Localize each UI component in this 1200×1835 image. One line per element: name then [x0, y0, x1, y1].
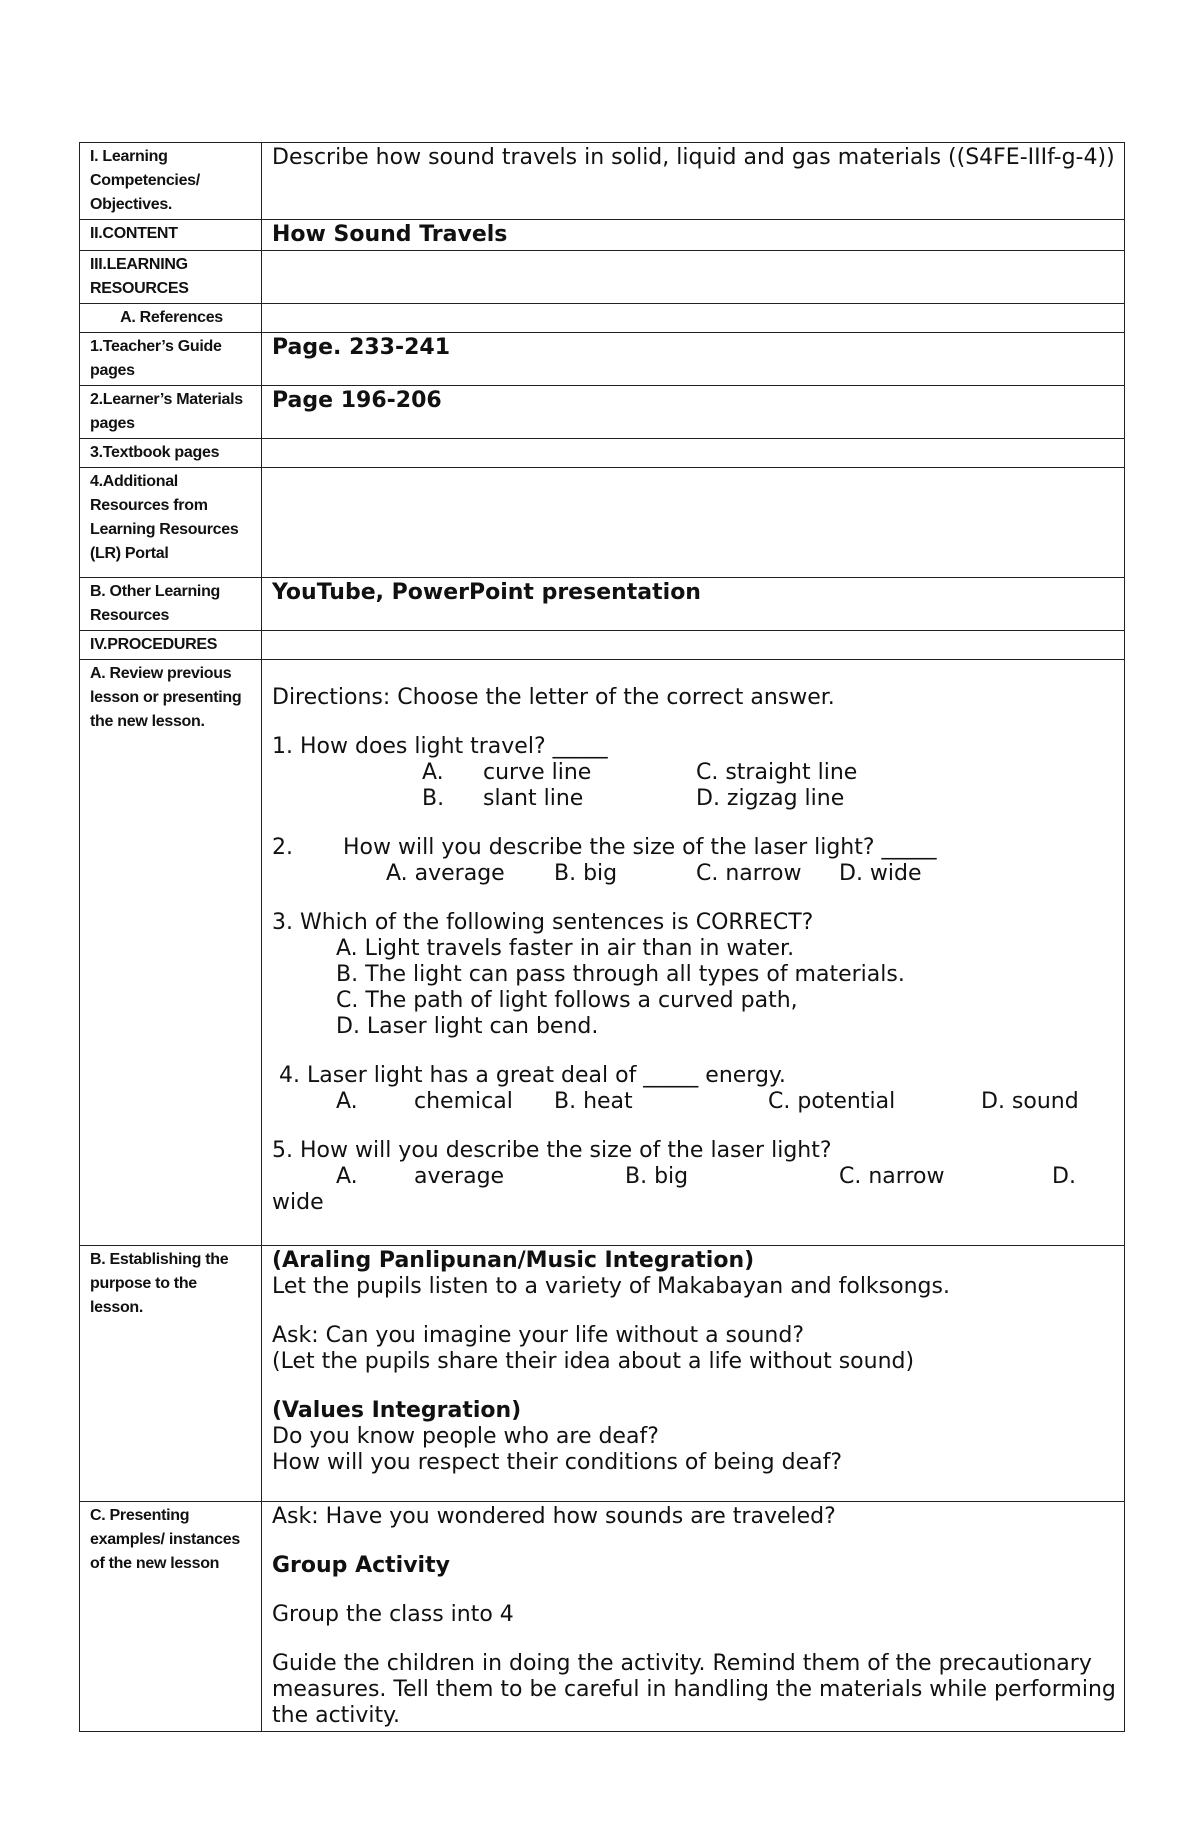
other-resources-value: YouTube, PowerPoint presentation	[262, 578, 1125, 631]
question-2-options	[272, 861, 1116, 887]
q5-option-b: B. big	[625, 1164, 689, 1189]
q5-option-d-wrap: wide	[272, 1190, 324, 1215]
textbook-label: 3.Textbook pages	[80, 439, 262, 468]
objectives-label: I. Learning Competencies/ Objectives.	[80, 143, 262, 220]
other-resources-label: B. Other Learning Resources	[80, 578, 262, 631]
teacher-guide-label: 1.Teacher’s Guide pages	[80, 333, 262, 386]
learner-materials-row	[80, 386, 1125, 439]
q5-option-d: D.	[1052, 1164, 1076, 1189]
q1-option-a-letter: A.	[422, 760, 444, 785]
establishing-ask-note: (Let the pupils share their idea about a life without sound)	[272, 1349, 915, 1374]
procedures-row	[80, 631, 1125, 660]
teacher-guide-row	[80, 333, 1125, 386]
additional-resources-row	[80, 468, 1125, 578]
q2-option-d: D. wide	[839, 861, 922, 886]
integration-heading-1: (Araling Panlipunan/Music Integration)	[272, 1248, 755, 1273]
learner-materials-label: 2.Learner’s Materials pages	[80, 386, 262, 439]
q5-option-c: C. narrow	[839, 1164, 945, 1189]
q2-option-c: C. narrow	[696, 861, 802, 886]
establishing-value	[262, 1246, 1125, 1502]
q2-number: 2.	[272, 835, 293, 860]
presenting-row	[80, 1502, 1125, 1732]
q5-option-a-text: average	[414, 1164, 505, 1189]
establishing-ask: Ask: Can you imagine your life without a sound?	[272, 1323, 805, 1348]
q2-option-a: A. average	[386, 861, 505, 886]
question-5: 5. How will you describe the size of the laser light?	[272, 1138, 832, 1163]
group-activity-heading: Group Activity	[272, 1553, 450, 1578]
textbook-row	[80, 439, 1125, 468]
content-row	[80, 220, 1125, 251]
q4-option-b: B. heat	[554, 1089, 633, 1114]
guide-paragraph: Guide the children in doing the activity. Remind them of the precautionary measures. Tell them to be careful in handling the materials while performing the activity.	[272, 1651, 1116, 1728]
objectives-row	[80, 143, 1125, 220]
values-line-1: Do you know people who are deaf?	[272, 1424, 659, 1449]
review-value	[262, 660, 1125, 1246]
objectives-value: Describe how sound travels in solid, liquid and gas materials ((S4FE-IIIf-g-4))	[262, 143, 1125, 220]
q3-option-c: C. The path of light follows a curved path,	[336, 988, 798, 1013]
question-1-options-row-1	[272, 760, 1116, 786]
review-row	[80, 660, 1125, 1246]
q3-option-a: A. Light travels faster in air than in water.	[336, 936, 795, 961]
directions-text: Directions: Choose the letter of the correct answer.	[272, 685, 835, 710]
other-resources-row	[80, 578, 1125, 631]
q1-option-c: C. straight line	[696, 760, 858, 785]
q1-option-a-text: curve line	[483, 760, 592, 785]
q4-option-a-letter: A.	[336, 1089, 358, 1114]
q4-option-c: C. potential	[768, 1089, 896, 1114]
question-3: 3. Which of the following sentences is CORRECT?	[272, 910, 814, 935]
content-label: II.CONTENT	[80, 220, 262, 251]
q1-option-b-letter: B.	[422, 786, 445, 811]
question-1-options-row-2	[272, 786, 1116, 812]
establishing-line-1: Let the pupils listen to a variety of Makabayan and folksongs.	[272, 1274, 950, 1299]
q4-option-d: D. sound	[981, 1089, 1079, 1114]
additional-resources-value	[262, 468, 1125, 578]
q2-option-b: B. big	[554, 861, 618, 886]
references-row	[80, 304, 1125, 333]
procedures-value	[262, 631, 1125, 660]
integration-heading-2: (Values Integration)	[272, 1398, 522, 1423]
content-value: How Sound Travels	[262, 220, 1125, 251]
presenting-ask: Ask: Have you wondered how sounds are traveled?	[272, 1504, 836, 1529]
establishing-row	[80, 1246, 1125, 1502]
q1-option-b-text: slant line	[483, 786, 584, 811]
resources-label: III.LEARNING RESOURCES	[80, 251, 262, 304]
question-5-options	[272, 1164, 1116, 1190]
presenting-value	[262, 1502, 1125, 1732]
references-value	[262, 304, 1125, 333]
textbook-value	[262, 439, 1125, 468]
learner-materials-value: Page 196-206	[262, 386, 1125, 439]
teacher-guide-value: Page. 233-241	[262, 333, 1125, 386]
question-2	[272, 835, 1116, 861]
q3-option-d: D. Laser light can bend.	[336, 1014, 599, 1039]
q1-option-d: D. zigzag line	[696, 786, 845, 811]
lesson-plan-table	[79, 142, 1125, 1732]
group-line: Group the class into 4	[272, 1602, 514, 1627]
resources-row	[80, 251, 1125, 304]
values-line-2: How will you respect their conditions of being deaf?	[272, 1450, 843, 1475]
question-4: 4. Laser light has a great deal of _____ energy.	[272, 1063, 786, 1088]
procedures-label: IV.PROCEDURES	[80, 631, 262, 660]
question-1: 1. How does light travel? _____	[272, 734, 608, 759]
question-4-options	[272, 1089, 1116, 1115]
establishing-label: B. Establishing the purpose to the lesson.	[80, 1246, 262, 1502]
resources-value	[262, 251, 1125, 304]
references-label: A. References	[80, 304, 262, 333]
q2-text: How will you describe the size of the laser light? _____	[343, 835, 937, 860]
review-label: A. Review previous lesson or presenting the new lesson.	[80, 660, 262, 1246]
q5-option-a-letter: A.	[336, 1164, 358, 1189]
presenting-label: C. Presenting examples/ instances of the new lesson	[80, 1502, 262, 1732]
additional-resources-label: 4.Additional Resources from Learning Resources (LR) Portal	[80, 468, 262, 578]
q4-option-a-text: chemical	[414, 1089, 513, 1114]
q3-option-b: B. The light can pass through all types of materials.	[336, 962, 905, 987]
